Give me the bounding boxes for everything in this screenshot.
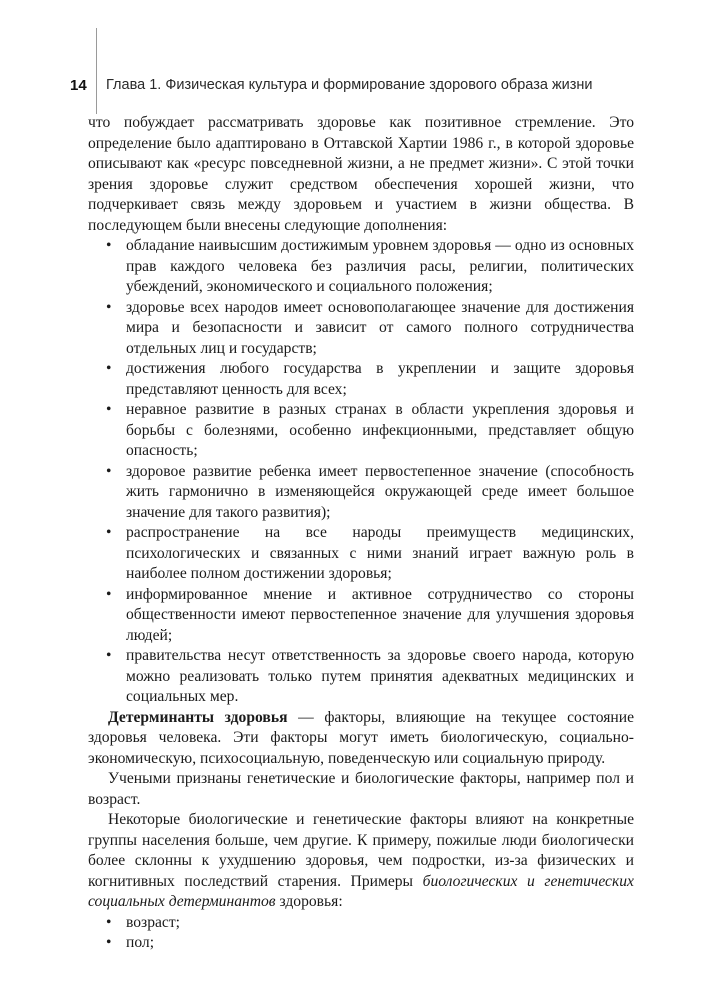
bullet-icon: • (106, 585, 112, 603)
list-item (88, 646, 634, 708)
list-item (88, 236, 634, 298)
list-item-text: правительства несут ответственность за здоровье своего народа, которую можно реализовать только путем принятия адекватных медицинских и социальных мер. (126, 647, 634, 705)
examples-list (88, 913, 634, 954)
genetic-factors-paragraph: Учеными признаны генетические и биологические факторы, например пол и возраст. (88, 770, 634, 808)
list-item (88, 913, 634, 934)
list-item (88, 400, 634, 462)
list-item-text: обладание наивысшим достижимым уровнем здоровья — одно из основных прав каждого человека без различия расы, религии, политических убеждений, экономического и социального положения; (126, 237, 634, 295)
list-item-text: пол; (126, 934, 155, 951)
bullet-icon: • (106, 298, 112, 316)
population-groups-paragraph (88, 810, 634, 913)
bullet-icon: • (106, 934, 112, 951)
list-item (88, 359, 634, 400)
list-item (88, 933, 634, 954)
bullet-icon: • (106, 647, 112, 664)
page-body (88, 113, 634, 954)
bullet-icon: • (106, 462, 112, 480)
header-vertical-rule (96, 28, 97, 114)
list-item-text: информированное мнение и активное сотрудничество со стороны общественности имеют первостепенное значение для улучшения здоровья людей; (126, 585, 634, 644)
chapter-title: Глава 1. Физическая культура и формирование здорового образа жизни (106, 77, 593, 93)
page-number: 14 (70, 77, 87, 94)
list-item-text: неравное развитие в разных странах в области укрепления здоровья и борьбы с болезнями, особенно инфекционными, представляет общую опасность; (126, 401, 634, 459)
bullet-icon: • (106, 913, 112, 931)
determinants-paragraph (88, 708, 634, 770)
additions-list (88, 236, 634, 708)
population-groups-italic: биологических и генетических социальных детерминантов (88, 872, 634, 910)
list-item-text: здоровье всех народов имеет основополагающее значение для достижения мира и безопасности и зависит от самого полного сотрудничества отдельных лиц и государств; (126, 298, 634, 357)
list-item (88, 523, 634, 585)
list-item-text: здоровое развитие ребенка имеет первостепенное значение (способность жить гармонично в изменяющейся окружающей среде имеет большое значение для такого развития); (126, 462, 634, 521)
list-item-text: возраст; (126, 913, 180, 931)
list-item-text: распространение на все народы преимуществ медицинских, психологических и связанных с ними знаний играет важную роль в наиболее полном достижении здоровья; (126, 524, 634, 582)
determinants-term: Детерминанты здоровья (108, 708, 288, 726)
list-item (88, 585, 634, 647)
determinants-definition: — факторы, влияющие на текущее состояние здоровья человека. Эти факторы могут иметь биологическую, социально-экономическую, психосоциальную, поведенческую или социальную природу. (88, 708, 634, 767)
list-item (88, 462, 634, 524)
bullet-icon: • (106, 524, 112, 541)
list-item (88, 298, 634, 360)
list-item-text: достижения любого государства в укреплении и защите здоровья представляют ценность для всех; (126, 360, 634, 398)
population-groups-tail: здоровья: (275, 893, 343, 910)
intro-paragraph: что побуждает рассматривать здоровье как позитивное стремление. Это определение было адаптировано в Оттавской Хартии 1986 г., в которой здоровье описывают как «ресурс повседневной жизни, а не предмет жизни». С этой точки зрения здоровье служит средством обеспечения хорошей жизни, что подчеркивает связь между здоровьем и участием в жизни общества. В последующем были внесены следующие дополнения: (88, 114, 634, 234)
running-header (70, 76, 630, 100)
bullet-icon: • (106, 401, 112, 418)
bullet-icon: • (106, 360, 112, 377)
bullet-icon: • (106, 237, 112, 254)
population-groups-text: Некоторые биологические и генетические факторы влияют на конкретные группы населения больше, чем другие. К примеру, пожилые люди биологически более склонны к ухудшению здоровья, чем подростки, из-за физических и когнитивных последствий старения. Примеры (88, 811, 634, 890)
